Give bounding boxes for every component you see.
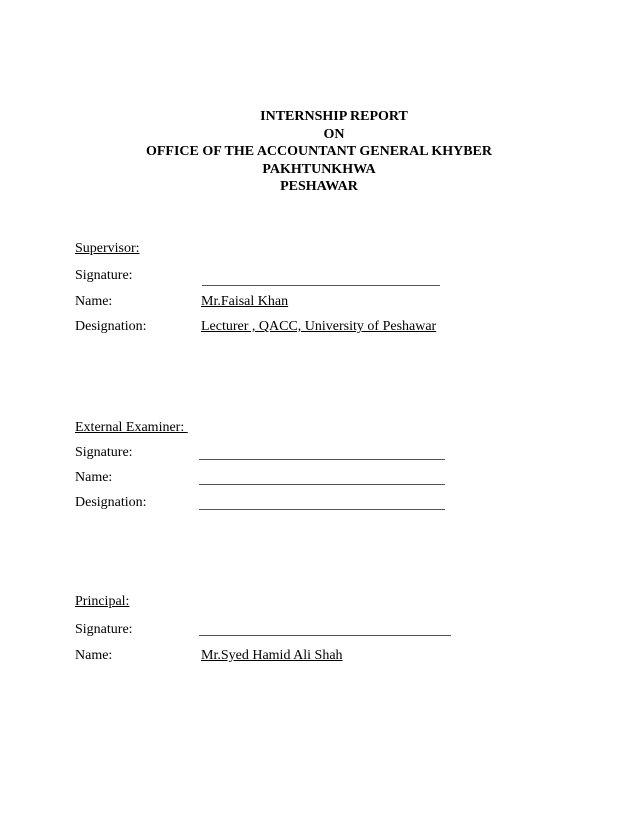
external-examiner-name-label: Name:	[75, 470, 113, 485]
principal-signature-line[interactable]	[199, 635, 451, 636]
supervisor-designation-value: Lecturer , QACC, University of Peshawar	[201, 319, 437, 334]
supervisor-signature-label: Signature:	[75, 268, 133, 283]
supervisor-name-value: Mr.Faisal Khan	[201, 294, 289, 309]
principal-name-label: Name:	[75, 648, 113, 663]
title-line-5: PESHAWAR	[280, 179, 358, 194]
external-examiner-name-line[interactable]	[199, 484, 445, 485]
report-title	[0, 108, 638, 196]
principal-signature-label: Signature:	[75, 622, 133, 637]
external-examiner-signature-label: Signature:	[75, 445, 133, 460]
supervisor-name-label: Name:	[75, 294, 113, 309]
external-examiner-designation-label: Designation:	[75, 495, 147, 510]
title-line-3: OFFICE OF THE ACCOUNTANT GENERAL KHYBER	[145, 144, 493, 159]
supervisor-heading: Supervisor:	[75, 241, 140, 256]
principal-heading: Principal:	[75, 594, 130, 609]
title-line-4: PAKHTUNKHWA	[262, 161, 376, 177]
external-examiner-heading: External Examiner:	[75, 420, 188, 435]
title-line-1: INTERNSHIP REPORT	[260, 109, 408, 124]
external-examiner-signature-line[interactable]	[199, 459, 445, 460]
supervisor-signature-line[interactable]	[202, 285, 440, 286]
title-line-2: ON	[323, 126, 345, 142]
supervisor-designation-label: Designation:	[75, 319, 147, 334]
external-examiner-designation-line[interactable]	[199, 509, 445, 510]
principal-name-value: Mr.Syed Hamid Ali Shah	[201, 648, 343, 663]
